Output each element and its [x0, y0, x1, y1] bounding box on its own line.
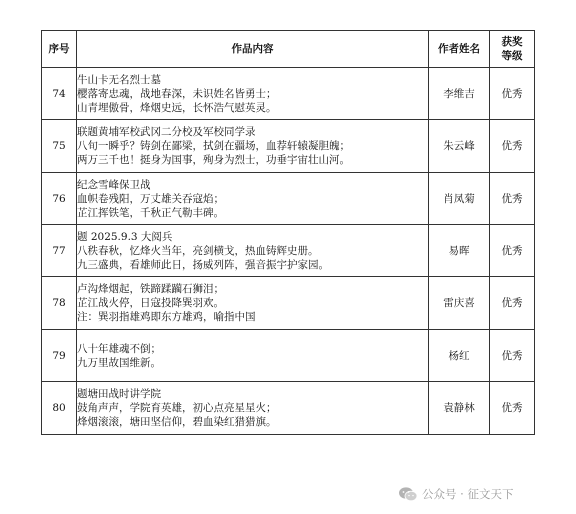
row-content [77, 120, 429, 173]
watermark-text: 公众号 · 征文天下 [422, 487, 514, 501]
content-line: 鼓角声声，学院育英雄，初心点亮星星火； [77, 402, 277, 414]
header-award-line1: 获奖 [501, 36, 523, 48]
row-author: 朱云峰 [429, 120, 490, 173]
content-line: 联题黄埔军校武冈二分校及军校同学录 [77, 126, 256, 138]
row-content [77, 173, 429, 225]
wechat-watermark [398, 486, 513, 502]
content-line: 九万里故国维新。 [77, 356, 161, 369]
row-author: 肖凤菊 [429, 173, 490, 225]
row-content [77, 68, 429, 120]
content-line: 题 2025.9.3 大阅兵 [77, 230, 173, 243]
row-author: 雷庆喜 [429, 277, 490, 330]
table-row [42, 68, 535, 120]
content-line: 牛山卡无名烈士墓 [77, 73, 161, 86]
row-number: 75 [42, 120, 77, 173]
content-line: 纪念雪峰保卫战 [77, 178, 151, 191]
table-row [42, 120, 535, 173]
row-award: 优秀 [490, 225, 535, 277]
table-header-row [42, 31, 535, 68]
table-row [42, 173, 535, 225]
header-author: 作者姓名 [429, 31, 490, 68]
row-number: 76 [42, 173, 77, 225]
content-line: 血帜卷残阳，万丈雄关吞寇焰； [77, 192, 224, 205]
row-content [77, 382, 429, 435]
row-award: 优秀 [490, 277, 535, 330]
row-author: 杨红 [429, 330, 490, 382]
header-award-line2: 等级 [501, 50, 523, 62]
row-number: 77 [42, 225, 77, 277]
content-line: 樱落寄忠魂，战地春深，未识姓名皆勇士； [77, 87, 277, 100]
content-line: 题塘田战时讲学院 [77, 388, 161, 400]
header-no: 序号 [42, 31, 77, 68]
header-award [490, 31, 535, 68]
content-line: 芷江挥铁笔，千秋正气勒丰碑。 [77, 206, 224, 219]
row-award: 优秀 [490, 68, 535, 120]
row-author: 易晖 [429, 225, 490, 277]
table-row [42, 277, 535, 330]
content-line: 山青埋傲骨，烽烟史远，长怀浩气慰英灵。 [77, 101, 277, 114]
row-content [77, 225, 429, 277]
table-row [42, 382, 535, 435]
wechat-icon [398, 486, 418, 502]
row-number: 78 [42, 277, 77, 330]
table-row [42, 330, 535, 382]
header-content: 作品内容 [77, 31, 429, 68]
table-row [42, 225, 535, 277]
content-line: 烽烟滚滚，塘田坚信仰，碧血染红猎猎旗。 [77, 416, 277, 428]
row-author: 袁静林 [429, 382, 490, 435]
awards-table [41, 30, 535, 435]
content-line: 芷江战火停，日寇投降巽羽欢。 [77, 297, 224, 309]
row-number: 79 [42, 330, 77, 382]
row-content [77, 330, 429, 382]
content-line: 八十年雄魂不倒； [77, 342, 161, 355]
row-author: 李维吉 [429, 68, 490, 120]
content-line: 两万三千也！挺身为国事，殉身为烈士，功垂宇宙壮山河。 [77, 154, 350, 166]
content-line: 卢沟烽烟起，铁蹄蹂躏石狮泪； [77, 283, 224, 295]
row-award: 优秀 [490, 173, 535, 225]
row-number: 80 [42, 382, 77, 435]
content-line: 注：巽羽指雄鸡即东方雄鸡，喻指中国 [77, 311, 256, 323]
content-line: 八秩春秋，忆烽火当年，亮剑横戈，热血铸辉史册。 [77, 244, 319, 257]
content-line: 九三盛典，看雄师此日，扬威列阵，强音振宇护家园。 [77, 258, 329, 271]
content-line: 八旬一瞬乎？铸剑在鄙梁，拭剑在疆场，血荐轩辕凝胆魄； [77, 140, 350, 152]
row-content [77, 277, 429, 330]
row-award: 优秀 [490, 330, 535, 382]
row-award: 优秀 [490, 120, 535, 173]
row-number: 74 [42, 68, 77, 120]
row-award: 优秀 [490, 382, 535, 435]
